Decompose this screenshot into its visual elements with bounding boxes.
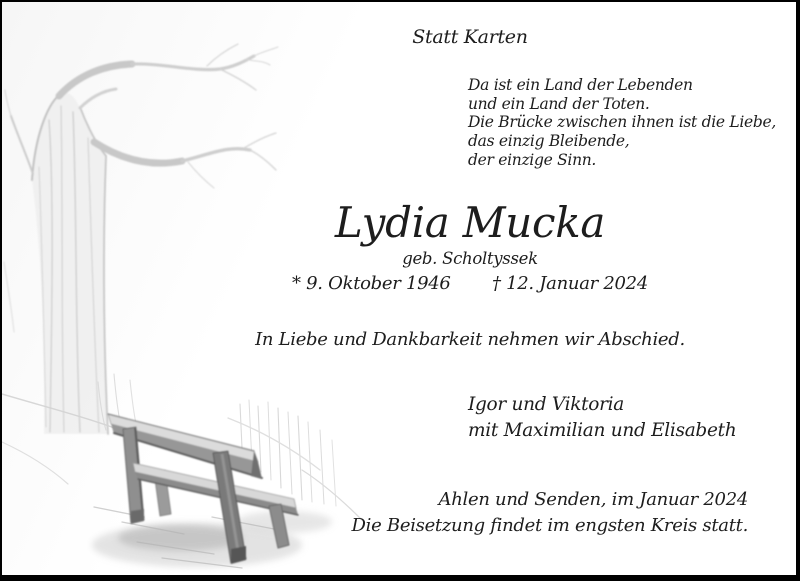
maiden-name: geb. Scholtyssek: [402, 249, 538, 268]
closing-place-date: Ahlen und Senden, im Januar 2024: [438, 489, 748, 510]
mourners-line: Igor und Viktoria: [468, 394, 624, 415]
deceased-block: [170, 198, 770, 297]
bench-sketch: [108, 414, 298, 564]
verse-line: und ein Land der Toten.: [468, 94, 650, 113]
mourners-line: mit Maximilian und Elisabeth: [468, 419, 737, 441]
verse-line: Da ist ein Land der Lebenden: [468, 76, 693, 94]
background-hatching: [2, 374, 362, 520]
birth-date: * 9. Oktober 1946: [292, 273, 451, 294]
life-dates: [170, 270, 770, 297]
pre-header-statt-karten: Statt Karten: [412, 26, 528, 48]
memorial-verse: [468, 76, 776, 170]
verse-line: das einzig Bleibende,: [468, 132, 630, 151]
death-date: † 12. Januar 2024: [492, 273, 648, 294]
closing-block: [352, 487, 748, 538]
ground-shadow: [92, 507, 332, 568]
farewell-line: In Liebe und Dankbarkeit nehmen wir Abschied.: [255, 329, 685, 350]
deceased-name: Lydia Mucka: [334, 198, 606, 247]
mourners-block: [468, 392, 736, 443]
verse-line: der einzige Sinn.: [468, 150, 597, 169]
closing-burial-note: Die Beisetzung findet im engsten Kreis statt.: [351, 514, 748, 536]
verse-line: Die Brücke zwischen ihnen ist die Liebe,: [468, 113, 777, 132]
